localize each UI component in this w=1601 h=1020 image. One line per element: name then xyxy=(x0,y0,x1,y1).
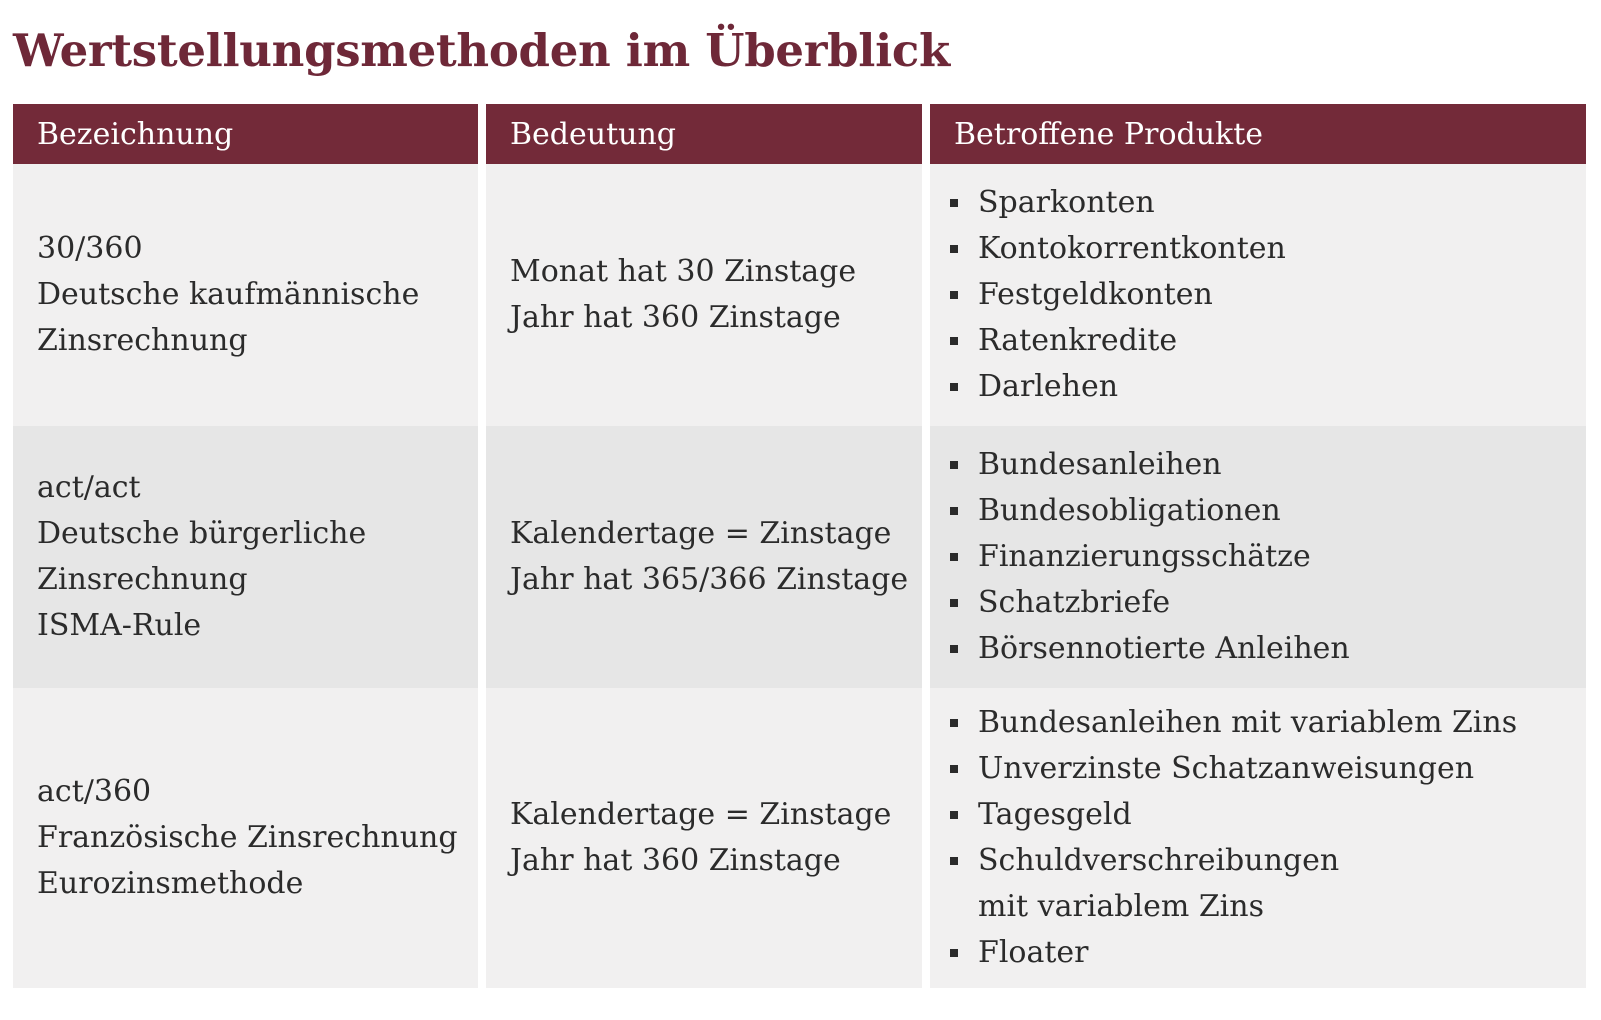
bullet-icon xyxy=(950,599,958,607)
product-list xyxy=(950,180,1586,410)
list-item xyxy=(950,930,1586,976)
bullet-icon xyxy=(950,507,958,515)
bullet-icon xyxy=(950,553,958,561)
cell-line: Französische Zinsrechnung xyxy=(37,820,458,855)
cell-bezeichnung-row-2 xyxy=(13,426,478,688)
cell-produkte-row-3 xyxy=(930,688,1586,988)
list-item xyxy=(950,792,1586,838)
bullet-icon xyxy=(950,857,958,865)
product-label: Unverzinste Schatzanweisungen xyxy=(978,751,1475,786)
bullet-icon xyxy=(950,949,958,957)
list-item xyxy=(950,488,1586,534)
product-label: Ratenkredite xyxy=(978,323,1178,358)
list-item xyxy=(950,700,1586,746)
cell-bezeichnung-row-3 xyxy=(13,688,478,988)
methods-table xyxy=(13,104,1586,988)
bullet-icon xyxy=(950,461,958,469)
cell-line: Jahr hat 365/366 Zinstage xyxy=(510,562,909,597)
cell-line: Zinsrechnung xyxy=(37,323,248,358)
product-label: Börsennotierte Anleihen xyxy=(978,631,1350,666)
list-item xyxy=(950,626,1586,672)
cell-line: Deutsche bürgerliche xyxy=(37,516,367,551)
cell-line: act/360 xyxy=(37,774,152,809)
product-label: Festgeldkonten xyxy=(978,277,1213,312)
product-label: Finanzierungsschätze xyxy=(978,539,1311,574)
product-label: Darlehen xyxy=(978,369,1119,404)
list-item xyxy=(950,746,1586,792)
cell-bedeutung-row-1 xyxy=(486,164,922,426)
cell-line: Deutsche kaufmännische xyxy=(37,277,420,312)
product-label: Bundesanleihen mit variablem Zins xyxy=(978,705,1518,740)
bullet-icon xyxy=(950,245,958,253)
cell-line: ISMA-Rule xyxy=(37,608,202,643)
product-list xyxy=(950,700,1586,976)
cell-bedeutung-row-3 xyxy=(486,688,922,988)
product-label: Floater xyxy=(978,935,1089,970)
cell-produkte-row-1 xyxy=(930,164,1586,426)
product-label: Bundesobligationen xyxy=(978,493,1281,528)
cell-line: act/act xyxy=(37,470,141,505)
cell-line: Eurozinsmethode xyxy=(37,866,304,901)
product-label: Sparkonten xyxy=(978,185,1155,220)
bullet-icon xyxy=(950,811,958,819)
cell-line: Jahr hat 360 Zinstage xyxy=(510,300,841,335)
bullet-icon xyxy=(950,383,958,391)
list-item xyxy=(950,364,1586,410)
list-item xyxy=(950,226,1586,272)
list-item-continuation xyxy=(950,884,1586,930)
cell-bedeutung-row-2 xyxy=(486,426,922,688)
cell-line: 30/360 xyxy=(37,231,143,266)
page-title: Wertstellungsmethoden im Überblick xyxy=(13,24,950,77)
bullet-icon xyxy=(950,291,958,299)
header-bedeutung: Bedeutung xyxy=(486,104,922,164)
bullet-icon xyxy=(950,765,958,773)
header-bezeichnung: Bezeichnung xyxy=(13,104,478,164)
product-list xyxy=(950,442,1586,672)
list-item xyxy=(950,318,1586,364)
bullet-icon xyxy=(950,645,958,653)
cell-line: Kalendertage = Zinstage xyxy=(510,797,892,832)
list-item xyxy=(950,580,1586,626)
product-label: mit variablem Zins xyxy=(978,889,1264,924)
cell-line: Zinsrechnung xyxy=(37,562,248,597)
list-item xyxy=(950,534,1586,580)
list-item xyxy=(950,442,1586,488)
cell-line: Kalendertage = Zinstage xyxy=(510,516,892,551)
list-item xyxy=(950,180,1586,226)
product-label: Kontokorrentkonten xyxy=(978,231,1286,266)
bullet-icon xyxy=(950,199,958,207)
product-label: Tagesgeld xyxy=(978,797,1132,832)
bullet-icon xyxy=(950,337,958,345)
product-label: Bundesanleihen xyxy=(978,447,1222,482)
product-label: Schuldverschreibungen xyxy=(978,843,1340,878)
bullet-icon xyxy=(950,719,958,727)
list-item xyxy=(950,838,1586,884)
cell-produkte-row-2 xyxy=(930,426,1586,688)
list-item xyxy=(950,272,1586,318)
product-label: Schatzbriefe xyxy=(978,585,1171,620)
header-betroffene-produkte: Betroffene Produkte xyxy=(930,104,1586,164)
cell-line: Monat hat 30 Zinstage xyxy=(510,254,857,289)
cell-bezeichnung-row-1 xyxy=(13,164,478,426)
cell-line: Jahr hat 360 Zinstage xyxy=(510,843,841,878)
